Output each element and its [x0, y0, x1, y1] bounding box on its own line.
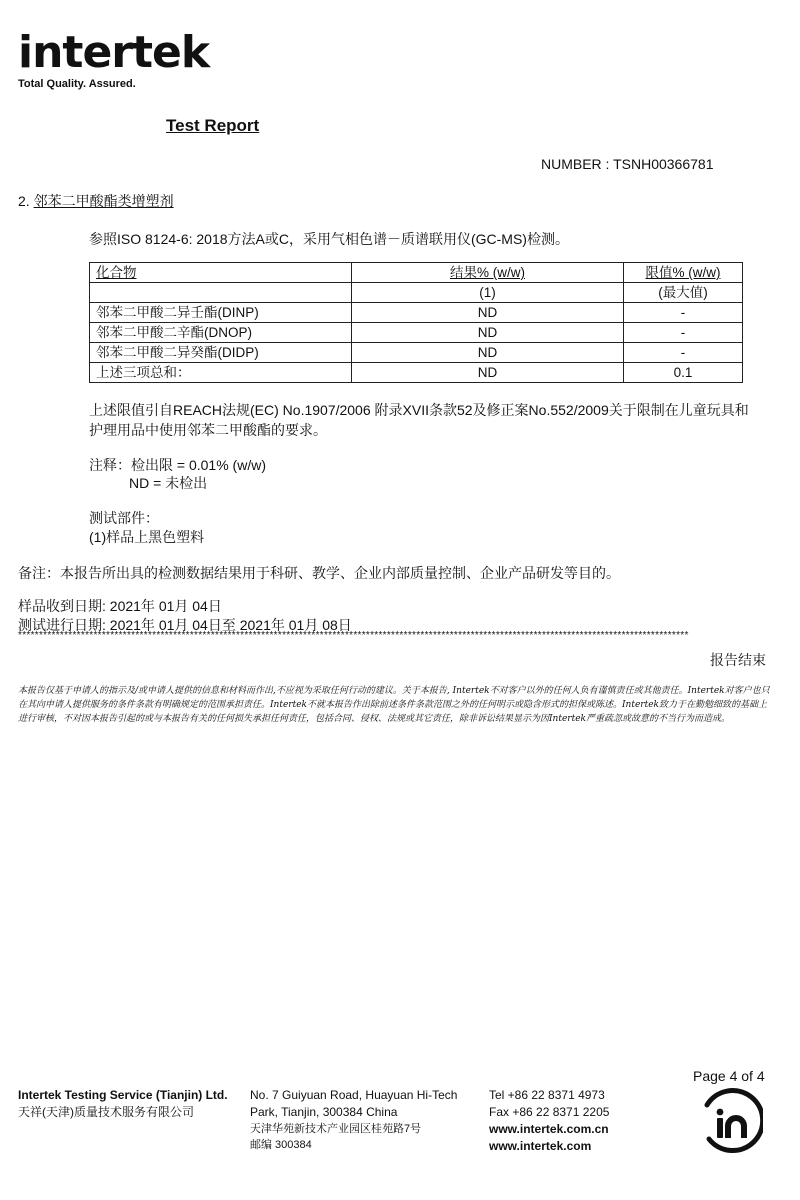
cell-compound: 邻苯二甲酸二辛酯(DNOP) [90, 323, 352, 343]
cell-result: ND [352, 363, 624, 383]
header-limit: 限值% (w/w) [624, 263, 743, 283]
intertek-logo [18, 27, 210, 96]
cell-limit: - [624, 303, 743, 323]
footer-company [18, 1087, 228, 1121]
subheader-compound [90, 283, 352, 303]
intertek-seal-icon [693, 1086, 763, 1156]
cell-compound: 邻苯二甲酸二异癸酯(DIDP) [90, 343, 352, 363]
table-row [90, 303, 743, 323]
cell-limit: 0.1 [624, 363, 743, 383]
telephone: Tel +86 22 8371 4973 [489, 1088, 605, 1102]
address-line-2: Park, Tianjin, 300384 China [250, 1105, 398, 1119]
limit-reference-note: 上述限值引自REACH法规(EC) No.1907/2006 附录XVII条款52及修正案No.552/2009关于限制在儿童玩具和护理用品中使用邻苯二甲酸酯的要求。 [89, 402, 749, 438]
table-row-total [90, 363, 743, 383]
cell-limit: - [624, 343, 743, 363]
fax: Fax +86 22 8371 2205 [489, 1105, 610, 1119]
footer-contact [489, 1087, 609, 1155]
table-row [90, 323, 743, 343]
company-name-en: Intertek Testing Service (Tianjin) Ltd. [18, 1088, 228, 1102]
postcode: 邮编 300384 [250, 1139, 312, 1151]
footer-address [250, 1087, 457, 1153]
address-line-1: No. 7 Guiyuan Road, Huayuan Hi-Tech [250, 1088, 458, 1102]
table-row [90, 343, 743, 363]
website-cn-link[interactable]: www.intertek.com.cn [489, 1122, 609, 1136]
cell-result: ND [352, 343, 624, 363]
test-method: 参照ISO 8124-6: 2018方法A或C，采用气相色谱－质谱联用仪(GC-MS)检测。 [89, 231, 569, 247]
cell-compound: 上述三项总和： [90, 363, 352, 383]
table-subheader-row [90, 283, 743, 303]
subheader-limit: (最大值) [624, 283, 743, 303]
results-table [89, 262, 743, 383]
header-result: 结果% (w/w) [352, 263, 624, 283]
cell-compound: 邻苯二甲酸二异壬酯(DINP) [90, 303, 352, 323]
report-title: Test Report [166, 116, 260, 135]
section-title: 邻苯二甲酸酯类增塑剂 [33, 193, 174, 209]
nd-definition-note: ND = 未检出 [129, 475, 208, 491]
cell-result: ND [352, 303, 624, 323]
section-heading [18, 191, 174, 211]
logo-wordmark: intertek [18, 27, 210, 78]
testing-period: 测试进行日期: 2021年 01月 04日至 2021年 01月 08日 [18, 617, 352, 633]
website-link[interactable]: www.intertek.com [489, 1139, 592, 1153]
address-cn: 天津华苑新技术产业园区桂苑路7号 [250, 1123, 422, 1135]
section-index: 2. [18, 193, 30, 209]
cell-result: ND [352, 323, 624, 343]
header-compound: 化合物 [90, 263, 352, 283]
remark: 备注：本报告所出具的检测数据结果用于科研、教学、企业内部质量控制、企业产品研发等目的。 [18, 565, 620, 581]
end-of-report: 报告结束 [710, 652, 766, 668]
company-name-cn: 天祥(天津)质量技术服务有限公司 [18, 1105, 194, 1119]
subheader-result: (1) [352, 283, 624, 303]
sample-received-date: 样品收到日期: 2021年 01月 04日 [18, 598, 222, 614]
disclaimer: 本报告仅基于申请人的指示及/或申请人提供的信息和材料而作出,不应视为采取任何行动的建议。关于本报告, Intertek不对客户以外的任何人负有谨慎责任或其他责任。Intertek对客户也只在其向申请人提供服务的条件条款有明确规定的范围承担责任。Intertek不就本报告作出除前述条件条款范围之外的任何明示或隐含形式的担保或陈述。Intertek致力于在勤勉细致的基础上进行审核，不对因本报告引起的或与本报告有关的任何损失承担任何责任，包括合同、侵权、法规或其它责任，除非诉讼结果显示为因Intertek严重疏忽或故意的不当行为而造成。 [18, 686, 770, 724]
separator-line: **************************************************************************************************************************************************************** [18, 630, 689, 641]
test-parts-item: (1)样品上黑色塑料 [89, 529, 205, 545]
cell-limit: - [624, 323, 743, 343]
logo-tagline: Total Quality. Assured. [18, 78, 136, 90]
table-header-row [90, 263, 743, 283]
detection-limit-note: 注释：检出限 = 0.01% (w/w) [89, 457, 266, 473]
page-number: Page 4 of 4 [693, 1068, 765, 1084]
report-number: NUMBER : TSNH00366781 [541, 156, 714, 172]
test-parts-label: 测试部件： [89, 510, 159, 526]
